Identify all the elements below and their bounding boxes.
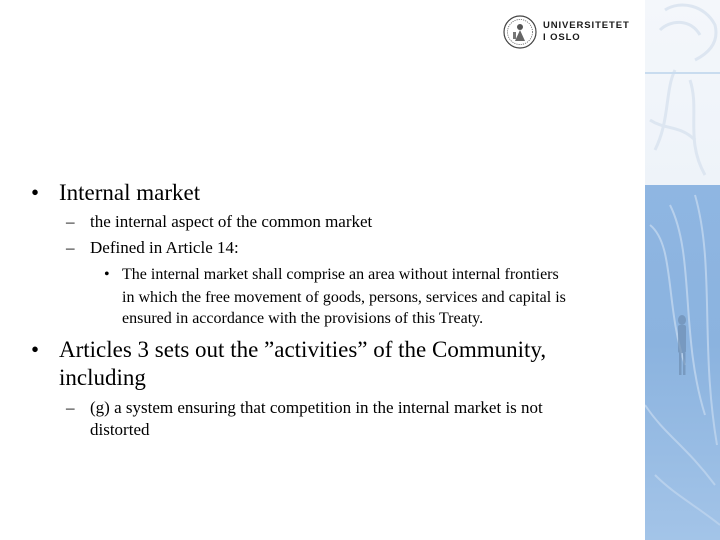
dot-marker: • xyxy=(104,266,110,283)
decorative-statue-image-top xyxy=(645,0,720,185)
bullet-marker: • xyxy=(31,180,40,205)
logo-wordmark xyxy=(543,20,643,44)
dash-marker: – xyxy=(66,238,75,257)
sub-bullet-competition-line-2: distorted xyxy=(90,420,150,439)
bullet-marker: • xyxy=(31,337,40,362)
sub-bullet-article-14: Defined in Article 14: xyxy=(90,238,239,257)
sub-bullet-competition-line-1: (g) a system ensuring that competition in the internal market is not xyxy=(90,398,543,417)
quote-line-1: The internal market shall comprise an area without internal frontiers xyxy=(122,266,559,283)
decorative-statue-image-bottom xyxy=(645,185,720,540)
logo-line-2: I OSLO xyxy=(543,32,581,43)
university-seal-icon xyxy=(503,15,537,49)
logo-line-1: UNIVERSITETET xyxy=(543,20,630,31)
quote-line-2: in which the free movement of goods, persons, services and capital is xyxy=(122,289,566,306)
decorative-divider xyxy=(645,72,720,74)
sub-bullet-internal-aspect: the internal aspect of the common market xyxy=(90,212,373,231)
quote-line-3: ensured in accordance with the provisions of this Treaty. xyxy=(122,310,484,327)
bullet-articles-3-line-2: including xyxy=(59,365,146,390)
dash-marker: – xyxy=(66,212,75,231)
bullet-internal-market: Internal market xyxy=(59,180,201,205)
bullet-articles-3-line-1: Articles 3 sets out the ”activities” of the Community, xyxy=(59,337,547,362)
dash-marker: – xyxy=(66,398,75,417)
